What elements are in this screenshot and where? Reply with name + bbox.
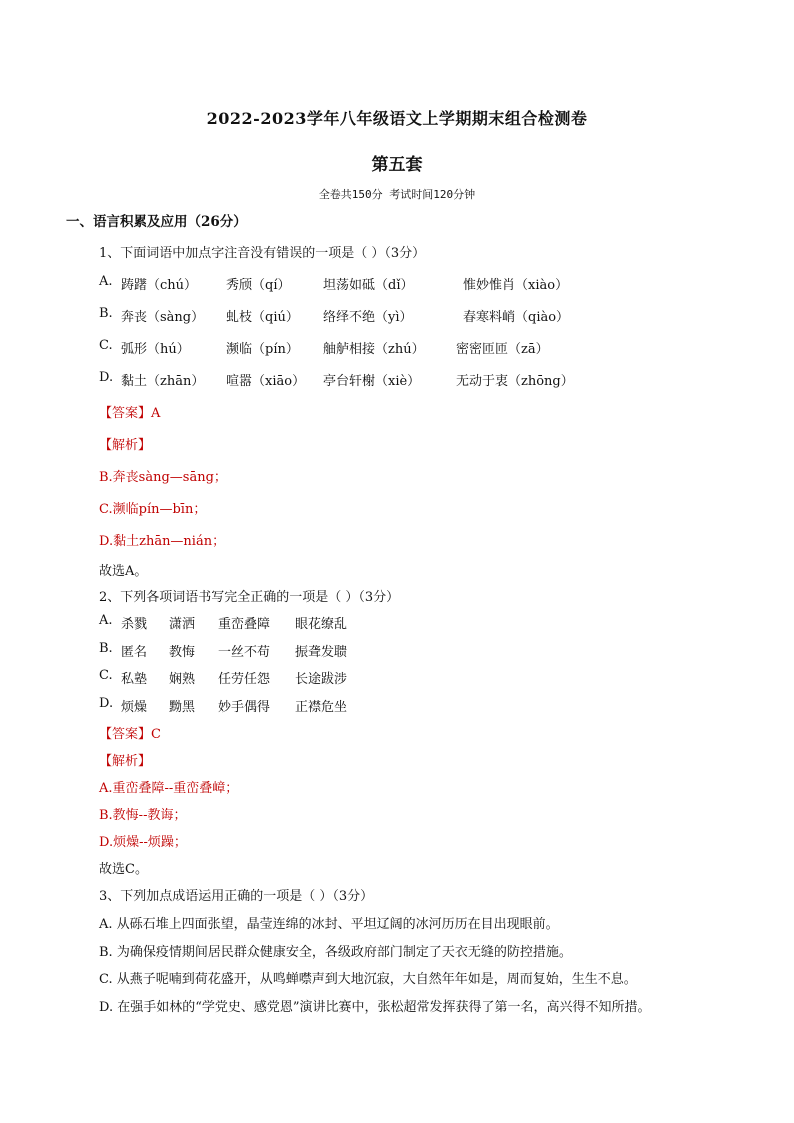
q1-opt-item: 喧嚣（xiāo） (226, 374, 306, 389)
q2-explain-line: B.教悔--教诲； (99, 808, 187, 823)
q2-opt-item: 重峦叠障 (218, 617, 271, 632)
q2-opt-item: 正襟危坐 (295, 700, 348, 715)
exam-note: 全卷共150分 考试时间120分钟 (318, 188, 476, 201)
q3-stem: 3、下列加点成语运用正确的一项是（ ）（3分） (99, 889, 374, 904)
q1-opt-item: 弧形（hú） (121, 342, 190, 357)
q2-answer: 【答案】C (99, 727, 161, 742)
q1-opt-label: B. (99, 306, 113, 321)
q1-opt-item: 春寒料峭（qiào） (463, 310, 570, 325)
q1-opt-label: D. (99, 370, 114, 385)
q2-opt-item: 娴熟 (169, 672, 196, 687)
q2-opt-label: C. (99, 668, 113, 683)
q2-opt-item: 黝黑 (169, 700, 196, 715)
q1-opt-label: A. (99, 274, 113, 289)
q1-opt-item: 虬枝（qiú） (226, 310, 299, 325)
q2-opt-item: 长途跋涉 (295, 672, 348, 687)
q2-opt-item: 教悔 (169, 645, 196, 660)
q1-explain-line: C.濒临pín—bīn； (99, 502, 207, 517)
q1-explain-tag: 【解析】 (99, 438, 152, 453)
q2-explain-tag: 【解析】 (99, 754, 152, 769)
q1-opt-item: 坦荡如砥（dǐ） (323, 278, 414, 293)
q1-stem: 1、下面词语中加点字注音没有错误的一项是（ ）（3分） (99, 246, 426, 261)
q2-stem: 2、下列各项词语书写完全正确的一项是（ ）（3分） (99, 590, 400, 605)
q1-explain-line: B.奔丧sàng—sāng； (99, 470, 227, 485)
q2-opt-item: 匿名 (121, 645, 148, 660)
q2-opt-item: 眼花缭乱 (295, 617, 348, 632)
q2-opt-item: 潇洒 (169, 617, 196, 632)
q1-opt-item: 奔丧（sàng） (121, 310, 205, 325)
q1-explain-line: D.黏土zhān—nián； (99, 534, 226, 549)
q2-opt-label: A. (99, 613, 113, 628)
q1-opt-item: 踌躇（chú） (121, 278, 198, 293)
q2-explain-line: A.重峦叠障--重峦叠嶂； (99, 781, 239, 796)
q2-opt-item: 一丝不苟 (218, 645, 271, 660)
q1-opt-item: 密密匝匝（zā） (456, 342, 549, 357)
q1-opt-item: 黏土（zhān） (121, 374, 205, 389)
q2-opt-item: 任劳任怨 (218, 672, 271, 687)
q1-opt-item: 络绎不绝（yì） (323, 310, 413, 325)
q1-opt-label: C. (99, 338, 113, 353)
q1-answer: 【答案】A (99, 406, 161, 421)
q1-opt-item: 亭台轩榭（xiè） (323, 374, 421, 389)
section-heading: 一、语言积累及应用（26分） (66, 214, 247, 230)
q1-opt-item: 舳舻相接（zhú） (323, 342, 425, 357)
q2-opt-label: B. (99, 641, 113, 656)
page-subtitle: 第五套 (371, 155, 423, 175)
q3-option-c: C. 从燕子呢喃到荷花盛开，从鸣蝉噤声到大地沉寂，大自然年年如是，周而复始，生生不息。 (99, 972, 637, 987)
q2-explain-line: D.烦燥--烦躁； (99, 835, 187, 850)
q2-opt-item: 杀戮 (121, 617, 148, 632)
q1-opt-item: 惟妙惟肖（xiào） (463, 278, 569, 293)
q3-option-d: D. 在强手如林的“学党史、感党恩”演讲比赛中，张松超常发挥获得了第一名，高兴得不知所措。 (99, 1000, 651, 1015)
q2-opt-label: D. (99, 696, 114, 711)
q2-opt-item: 私塾 (121, 672, 148, 687)
q1-opt-item: 无动于衷（zhōng） (456, 374, 574, 389)
q1-conclusion: 故选A。 (99, 564, 148, 579)
q2-opt-item: 妙手偶得 (218, 700, 271, 715)
q2-opt-item: 振聋发聩 (295, 645, 348, 660)
q3-option-b: B. 为确保疫情期间居民群众健康安全，各级政府部门制定了天衣无缝的防控措施。 (99, 945, 572, 960)
q2-opt-item: 烦燥 (121, 700, 148, 715)
q2-conclusion: 故选C。 (99, 862, 148, 877)
q1-opt-item: 秀颀（qí） (226, 278, 291, 293)
q1-opt-item: 濒临（pín） (226, 342, 299, 357)
q3-option-a: A. 从砾石堆上四面张望，晶莹连绵的冰封、平坦辽阔的冰河历历在目出现眼前。 (99, 917, 559, 932)
page-title: 2022-2023学年八年级语文上学期期末组合检测卷 (206, 109, 588, 128)
